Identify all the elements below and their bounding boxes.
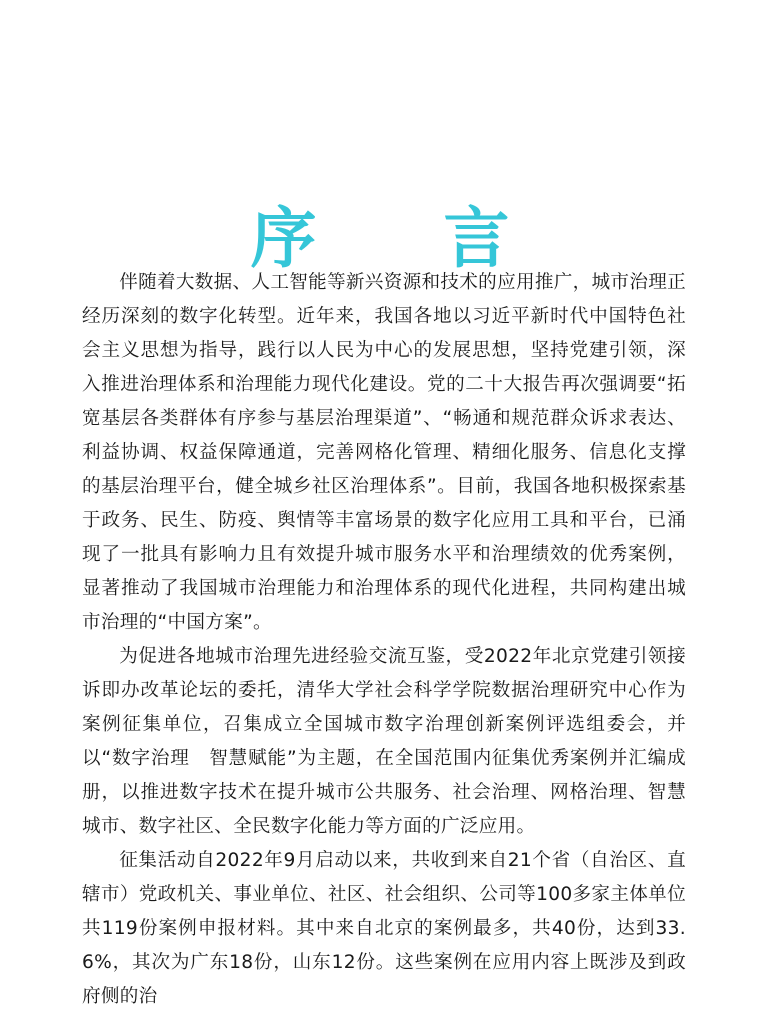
page-title: 序 言 <box>250 200 562 278</box>
body-text <box>82 266 686 1014</box>
paragraph-3: 征集活动自2022年9月启动以来，共收到来自21个省（自治区、直辖市）党政机关、事业单位、社区、社会组织、公司等100多家主体单位共119份案例申报材料。其中来自北京的案例最多，共40份，达到33.6%，其次为广东18份，山东12份。这些案例在应用内容上既涉及到政府侧的治 <box>82 850 686 1007</box>
paragraph-2: 为促进各地城市治理先进经验交流互鉴，受2022年北京党建引领接诉即办改革论坛的委托，清华大学社会科学学院数据治理研究中心作为案例征集单位，召集成立全国城市数字治理创新案例评选组委会，并以“数字治理 智慧赋能”为主题，在全国范围内征集优秀案例并汇编成册，以推进数字技术在提升城市公共服务、社会治理、网格治理、智慧城市、数字社区、全民数字化能力等方面的广泛应用。 <box>82 646 686 837</box>
paragraph-1: 伴随着大数据、人工智能等新兴资源和技术的应用推广，城市治理正经历深刻的数字化转型。近年来，我国各地以习近平新时代中国特色社会主义思想为指导，践行以人民为中心的发展思想，坚持党建引领，深入推进治理体系和治理能力现代化建设。党的二十大报告再次强调要“拓宽基层各类群体有序参与基层治理渠道”、“畅通和规范群众诉求表达、利益协调、权益保障通道，完善网格化管理、精细化服务、信息化支撑的基层治理平台，健全城乡社区治理体系”。目前，我国各地积极探索基于政务、民生、防疫、舆情等丰富场景的数字化应用工具和平台，已涌现了一批具有影响力且有效提升城市服务水平和治理绩效的优秀案例，显著推动了我国城市治理能力和治理体系的现代化进程，共同构建出城市治理的“中国方案”。 <box>82 272 687 633</box>
